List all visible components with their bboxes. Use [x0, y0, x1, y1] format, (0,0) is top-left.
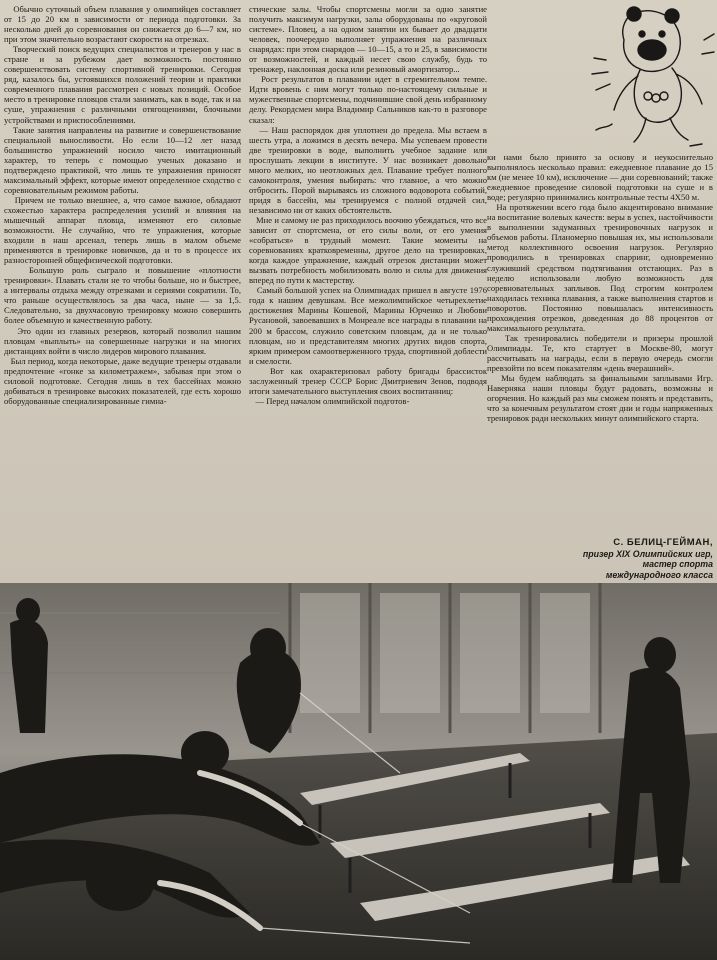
article-column-1: Обычно суточный объем плавания у олимпийцев составляет от 15 до 20 км в зависимости от периода подготовки. За несколько дней до соревнования он снижается до 6—7 км, но при этом значительно возрастают скорости на отрезках. Творческий поиск ведущих специалистов и тренеров у нас в стране и за рубежом дает возможность постоянно совершенствовать систему спортивной тренировки. Сегодня ряд, казалось бы, устоявшихся положений теории и практики современного плавания рассмотрен с новых позиций. Особое место в тренировке пловцов стали занимать, как в воде, так и на суше, упражнения с различными отягощениями, блочными устройствами и приспособлениями. Такие занятия направлены на развитие и совершенствование специальной выносливости. Но если 10—12 лет назад большинство упражнений носило чисто имитационный характер, то теперь с помощью ученых доказано и подтверждено практикой, что лишь те упражнения приносят максимальный эффект, которые имеют определенное сходство с соревновательным режимом работы. Причем не только внешнее, а, что самое важное, обладают схожестью характера распределения усилий и влияния на мышечный аппарат пловца, изменяют его силовые возможности. Не случайно, что те упражнения, которые входили в наш арсенал, теперь лишь в малом объеме применяются в тренировке новичков, да и то в процессе их разносторонней общефизической подготовки. Большую роль сыграло и повышение «плотности тренировки». Плавать стали не то чтобы больше, но и быстрее, а интервалы отдыха между отрезками и сериями сократили. То, что раньше осуществлялось за два часа, ныне — за 1,5. Следовательно, за двухчасовую тренировку можно совершить более объемную и качественную работу. Это один из главных резервов, который позволил нашим пловцам «выплыть» на совершенные нагрузки и на многих дистанциях войти в число лидеров мирового плавания. Был период, когда некоторые, даже ведущие тренеры отдавали предпочтение «гонке за километражем», забывая при этом о силовой подготовке. Сегодня лишь в тех бассейнах можно добиваться в тренировке высоких показателей, где есть хорошо оборудованные специализированные гимна-	[4, 4, 241, 406]
author-title-2: мастер спорта	[642, 559, 713, 569]
author-title-3: международного класса	[605, 569, 713, 580]
article-column-3: ки нами было принято за основу и неукоснительно выполнялось несколько правил: ежедневное плавание до 15 км (не менее 10 км), исключение — дни соревнований; также ежедневное проведение силовой подготовки на суше и в воде; регулярно принимались контрольные тесты 4Х50 м. На протяжении всего года было акцентировано внимание на воспитание волевых качеств: веры в успех, настойчивости в выполнении задуманных тренировочных нагрузок и объемов работы. Планомерно повышая их, мы использовали метод коллективного освоения нагрузок. Регулярно проводились в тренировках спарринг, одновременно служивший средством подтягивания отстающих. Раз в неделю использовали любую возможность для соревновательных заплывов. Под строгим контролем находилась техника плавания, а также выполнения стартов и поворотов. Постоянно повышалась интенсивность прохождения отрезков, доведенная до 88 процентов от максимального результата. Так тренировались победители и призеры прошлой Олимпиады. Те, кто стартует в Москве-80, могут рассчитывать на награды, если в первую очередь смогли превзойти по всем показателям «день вчерашний». Мы будем наблюдать за финальными заплывами Игр. Наверняка наши пловцы будут радовать, возможны и огорчения. Но каждый раз мы сможем понять и представить, что за конечным результатом стоят дни и годы напряженных тренировок ради нескольких минут олимпийского старта.	[487, 152, 713, 424]
author-name: С. БЕЛИЦ-ГЕЙМАН,	[613, 537, 713, 548]
author-title-1: призер XIX Олимпийских игр,	[582, 548, 713, 559]
swimmers-training-photo	[0, 583, 717, 960]
olympic-bear-mascot-icon	[586, 0, 717, 150]
author-signature	[493, 538, 713, 580]
article-column-2: стические залы. Чтобы спортсмены могли за одно занятие получить максимум нагрузки, залы оборудованы по «круговой системе». Пловец, а на одном занятии их бывает до двадцати человек, поочередно выполняет упражнения на различных снарядах: при этом снарядов — 10—15, а то и 25, в зависимости от возможностей, и каждый несет свою службу, будь то тренажер, наклонная доска или резиновый амортизатор... Рост результатов в плавании идет в стремительном темпе. Идти вровень с ним могут только по-настоящему сильные и мужественные спортсмены, подчинившие свой день избранному делу. Рекордсмен мира Владимир Сальников как-то в разговоре сказал: — Наш распорядок дня уплотнен до предела. Мы встаем в шесть утра, а ложимся в десять вечера. Мы успеваем провести две тренировки в воде, выполнить учебное задание или прослушать лекции в институте. У нас возникает довольно много мелких, но неотложных дел. Плавание требует полного самоконтроля, умения выбирать: что главное, а что можно отбросить. Порой вырываясь из сложного водоворота событий, придя в бассейн, мы тренируемся с полной отдачей сил, независимо ни от каких обстоятельств. Мне и самому не раз приходилось воочию убеждаться, что все зависит от спортсмена, от его силы воли, от его умения «собраться» в трудный момент. Такие моменты на соревнованиях кратковременны, другое дело на тренировках, когда каждое упражнение, каждый отрезок дистанции может вызвать потребность мобилизовать волю и силы для движения вперед по пути к мастерству. Самый большой успех на Олимпиадах пришел в августе 1976 года к нашим девушкам. Все межолимпийское четырехлетие достижения Марины Кошевой, Марины Юрченко и Любови Русановой, завоевавших в Монреале все награды в плавании на 200 м брассом, служило советским пловцам, да и не только пловцам, но и представителям многих других видов спорта, ярким примером самоотверженного труда, спортивной доблести и смелости. Вот как охарактеризовал работу бригады брассисток заслуженный тренер СССР Борис Дмитриевич Зенов, подводя итоги замечательного выступления своих воспитанниц: — Перед началом олимпийской подготов-	[249, 4, 487, 406]
